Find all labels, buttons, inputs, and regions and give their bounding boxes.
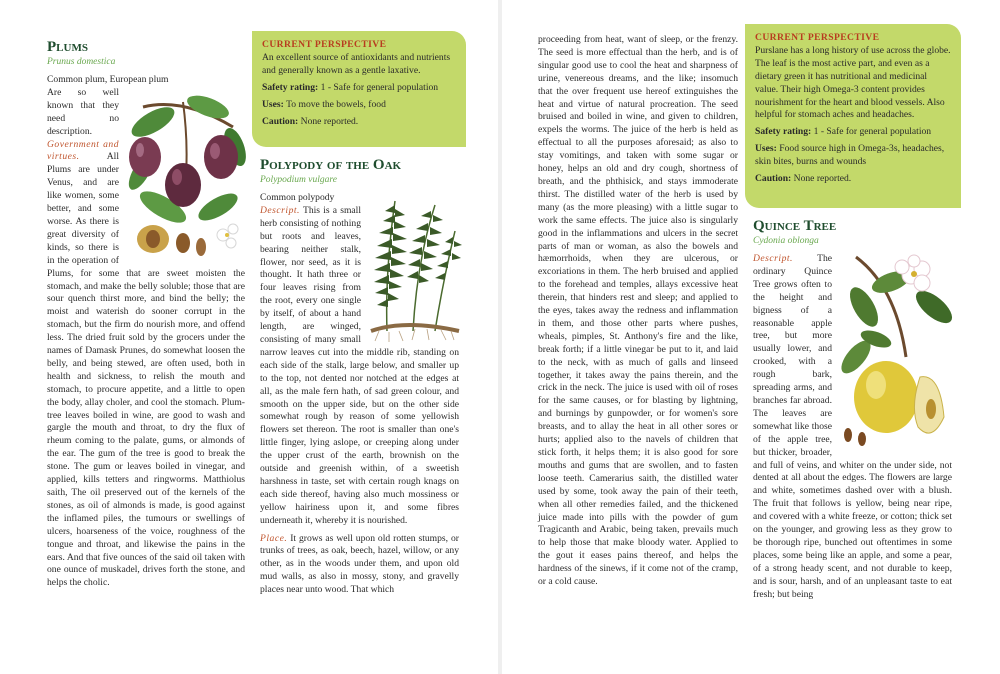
continued-text: proceeding from heat, want of sleep, or the frenzy. The seed is more effectual than the herb, and is of singular good use to cool the heat and sharpness of urine, venereous dreams, and the like; insomuch that the over frequent use hereof extinguishes the heat and virtue of natural procreation. The seed bruised and boiled in wine, and given to children, expels the worms. The juice of the herb is held as effectual to all the purposes aforesaid; as also to stay vomitings, and taken with some sugar or honey, helps an old and dry cough, shortness of breath, and the phthisick, and stays immoderate thirst. The distilled water of the herb is used by many (as the more pleasing) with a little sugar to work the same effects. The juice also is singularly good in the inflammations and ulcers in the secret parts of man or woman, as also the bowels and hæmorrhoids, when they are ulcerous, or excoriations in them. The herb bruised and applied to the forehead and temples, allays excessive heat therein, that hinders rest and sleep; and applied to the eyes, takes away the redness and inflammation in them, and those other parts where pushes, wheals, pimples, St. Anthony's fire and the like, break forth; if a little vinegar be put to it, and laid to the neck, with as much of galls and linseed together, it takes away the pains therein, and the crick in the neck. The juice is used with oil of roses for the same causes, or for blasting by lightning, and burnings by gunpowder, or for women's sore breasts, and to allay the heat in all other sores or hurts; applied also to the navels of children that stick forth, it helps them; it is also good for sore mouths and gums that are swollen, and to fasten loose teeth. Camerarius saith, the distilled water used by some, took away the pain of their teeth, when all other remedies failed, and the thickened juice made into pills with the powder of gum Tragicanth and Arabic, being taken, prevails much to help those that make bloody water. Applied to the gout it eases pains thereof, and helps the hardness of the sinews, if it come not of the cramp, or a cold cause. [538,34,738,588]
polypody-place-lead: Place. [260,532,288,544]
box-title: CURRENT PERSPECTIVE [755,32,880,43]
plums-body: All Plums are under Venus, and are like women, some better, and some worse. As there is great diversity of kinds, so there is in the operation of Plums, for some that are sweet moisten the stomach, and make the belly soluble; those that are sour quench thirst more, and bind the belly; the moist and waterish do sooner corrupt in the stomach, but the firm do nourish more, and offend less. The dried fruit sold by the grocers under the names of Damask Prunes, do somewhat loosen the belly, and being stewed, are often used, both in health and sickness, to relish the mouth and stomach, to procure appetite, and a little to open the body, allay choler, and cool the stomach. Plum-tree leaves boiled in wine, are good to wash and gargle the mouth and throat, to dry the flux of rheum coming to the palate, gums, or almonds of the ear. The gum of the tree is good to break the stone. The gum or leaves boiled in vinegar, and applied, kills tetters and ringworms. Matthiolus saith, The oil preserved out of the kernels of the stones, as oil of almonds is made, is good against the inflamed piles, the tumours or swellings of ulcers, hoarseness of the voice, roughness of the tongue and throat, and likewise the pains in the ears. And that five ounces of the said oil taken with one ounce of muskadel, drives forth the stone, and helps the cholic. [47,151,245,589]
polypody-column [260,156,459,597]
polypody-common-name: Common polypody [260,192,335,203]
polypody-latin-name: Polypodium vulgare [260,175,337,185]
quince-title: Quince Tree [753,218,837,234]
caution-value: None reported. [793,173,852,185]
plums-government-lead: Government and virtues. [47,138,119,163]
polypody-title: Polypody of the Oak [260,157,402,173]
uses-label: Uses: [262,98,284,110]
plums-intro: Are so well known that they need no description. [47,86,119,137]
plum-illustration [123,87,247,263]
caution-label: Caution: [262,115,299,127]
box-text: An excellent source of antioxidants and nutrients and generally known as a gentle laxative. [262,51,451,76]
quince-column [753,217,952,601]
uses-value: Food source high in Omega-3s, headaches, skin bites, burns and wounds [755,143,945,168]
quince-illustration [836,247,956,447]
polypody-descript-body: This is a small herb consisting of nothing but roots and leaves, bearing neither stalk, flower, nor seed, as it is thought. It hath three or four leaves rising from the root, every one single by itself, of about a hand length, are winged, consisting of many small narrow leaves cut into the middle rib, standing on each side of the stalk, large below, and smaller up to the top, not dented nor notched at the edges at all, as the male fern hath, of sad green colour, and smooth on the upper side, but on the other side somewhat rough by reason of some yellowish flowers set thereon. The root is smaller than one's little finger, lying aslope, or creeping along under the upper crust of the earth, brownish on the outside and greenish within, of a sweetish harshness in taste, set with certain rough knags on each side thereof, having also much mossiness or yellow hairiness upon it, and some fibres underneath it, whereby it is nourished. [260,204,459,526]
plums-common-name: Common plum, European plum [47,74,169,85]
polypody-place-body: It grows as well upon old rotten stumps, or trunks of trees, as oak, beech, hazel, willow, or any other, as in the woods under them, and upon old mud walls, as also in mossy, stony, and gravelly places near unto wood. That which [260,532,459,596]
uses-label: Uses: [755,143,777,155]
box-text: Purslane has a long history of use across the globe. The leaf is the most active part, and even as a dietary green it has nutritional and medicinal value. Their high Omega-3 content provides nourishment for the heart and blood vessels. Also helpful for stomach aches and headaches. [755,44,951,121]
uses-value: To move the bowels, food [286,98,386,110]
left-page [0,0,498,674]
safety-value: 1 - Safe for general population [320,81,439,93]
right-page [502,0,1000,674]
quince-descript-lead: Descript. [753,253,793,264]
quince-latin-name: Cydonia oblonga [753,236,819,246]
safety-label: Safety rating: [755,126,812,138]
plums-column [47,38,245,590]
polypody-descript-lead: Descript. [260,204,300,216]
current-perspective-box-purslane [745,24,961,208]
box-title: CURRENT PERSPECTIVE [262,39,387,50]
plums-latin-name: Prunus domestica [47,57,116,67]
current-perspective-box-plums [252,31,466,147]
safety-label: Safety rating: [262,81,319,93]
fern-illustration [365,191,463,343]
caution-label: Caution: [755,173,792,185]
plums-title: Plums [47,39,88,55]
safety-value: 1 - Safe for general population [813,126,932,138]
continued-text-column [538,34,738,589]
quince-descript-body: The ordinary Quince Tree grows often to the height and bigness of a reasonable apple tree, but more usually lower, and crooked, with a rough bark, spreading arms, and branches far abroad. The leaves are somewhat like those of the apple tree, but thicker, broader, and full of veins, and whiter on the under side, not dented at all about the edges. The flowers are large and white, sometimes dashed over with a blush. The fruit that follows is yellow, being near ripe, and covered with a white freeze, or cotton; thick set on the younger, and growing less as they grow to be thorough ripe, bunched out oftentimes in some places, some being like an apple, and some a pear, of a strong heady scent, and not durable to keep, and is sour, harsh, and of an unpleasant taste to eat fresh; but being [753,253,952,600]
caution-value: None reported. [300,115,359,127]
